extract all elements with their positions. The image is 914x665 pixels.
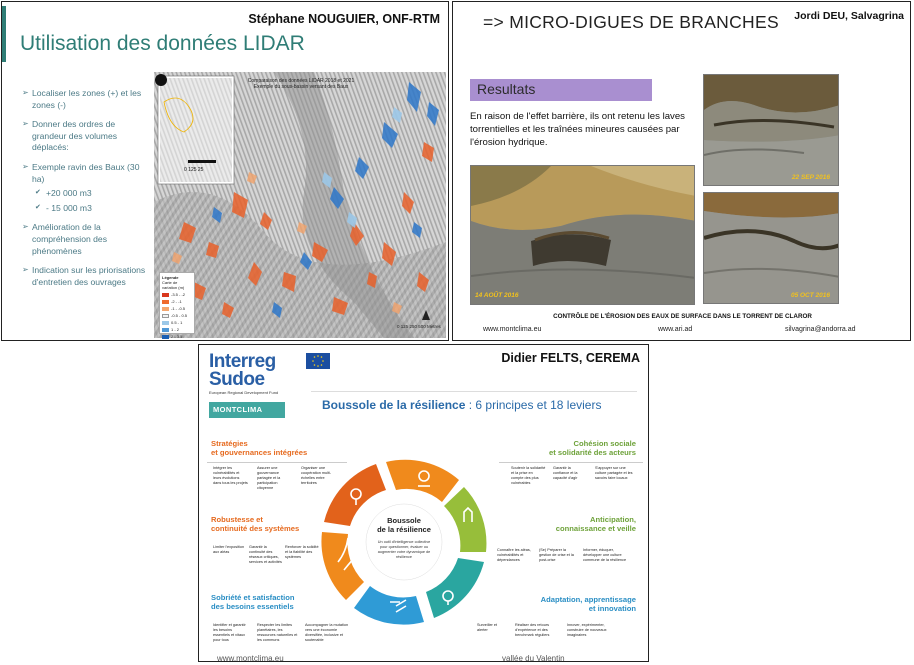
landscape-photo (471, 166, 695, 305)
landscape-photo (704, 193, 839, 304)
legend-item: -1 - -0.5 (162, 306, 192, 311)
category-adaptation: Adaptation, apprentissage et innovation (540, 595, 636, 614)
slide-author: Didier FELTS, CEREMA (501, 351, 640, 365)
segment-adaptation (426, 558, 484, 618)
legend-item: -3.5 - -2 (162, 292, 192, 297)
lever-text: Garantir la confiance et la capacité d'agir (553, 466, 578, 480)
sub-bullet-item: ✔ - 15 000 m3 (22, 203, 150, 215)
sudoe-logo: Sudoe (209, 369, 265, 390)
legend-item: -0.5 - 0.5 (162, 313, 192, 318)
inset-scale: 0 125 25 (184, 167, 204, 173)
lever-text: Organiser une coopération multi-échelles entre territoires (301, 466, 332, 485)
lever-text: Identifier et garantir les besoins essentiels et vitaux pour tous (213, 623, 246, 642)
legend-subtitle: Carte de variation (m) (162, 280, 185, 290)
segment-anticipation (444, 487, 486, 552)
slide-lidar (1, 1, 449, 341)
lidar-difference-map (154, 72, 446, 338)
accent-bar (2, 6, 6, 62)
lever-text: Informer, éduquer, développer une culture commune de la résilience (583, 548, 627, 562)
lever-text: Limiter l'exposition aux aléas (213, 545, 245, 554)
lever-text: Réaliser des retours d'expérience et des benchmark réguliers (515, 623, 550, 637)
photo-sep-2016 (703, 74, 839, 186)
photo-aug-2016 (470, 165, 695, 305)
interreg-logo: Interreg (209, 351, 276, 372)
category-anticipation: Anticipation, connaissance et veille (555, 515, 636, 534)
montclima-badge: MONTCLIMA (209, 402, 285, 418)
photo-caption: CONTRÔLE DE L'ÉROSION DES EAUX DE SURFACE DANS LE TORRENT DE CLAROR (553, 313, 812, 320)
logo-subtitle: European Regional Development Fund (209, 390, 279, 395)
photo-date: 14 AOÛT 2016 (475, 292, 519, 299)
segment-sobriete (354, 586, 424, 625)
legend-item: 1 - 2 (162, 327, 192, 332)
results-text: En raison de l'effet barrière, ils ont retenu les laves torrentielles et les traînées mineures causées par l'érosion hydrique. (470, 111, 685, 149)
legend-item: 2 - 3.5 (162, 334, 192, 339)
slide-author: Stéphane NOUGUIER, ONF-RTM (248, 12, 440, 26)
lever-text: Renforcer la solidité et la fiabilité des systèmes (285, 545, 319, 559)
photo-oct-2016 (703, 192, 839, 304)
lever-text: Connaître les aléas, vulnérabilités et dépendances (497, 548, 531, 562)
lever-text: Garantir la continuité des réseaux critiques, services et activités (249, 545, 282, 564)
slide-micro-digues (452, 1, 911, 341)
lever-text: Intégrer les vulnérabilités et leurs évolutions dans tous les projets (213, 466, 248, 485)
slide-author: Jordi DEU, Salvagrina (794, 10, 904, 22)
slide-title: => MICRO-DIGUES DE BRANCHES (483, 12, 779, 32)
compass-center-subtitle: Un outil d'intelligence collective pour questionner, évaluer ou augmenter votre dynamique de résilience (377, 540, 431, 559)
bullet-item: ➢ Indication sur les priorisations d'entretien des ouvrages (22, 265, 150, 288)
category-strategies: Stratégies et gouvernances intégrées (211, 439, 308, 458)
map-legend (159, 272, 195, 339)
sub-bullet-item: ✔ +20 000 m3 (22, 188, 150, 200)
bullet-list (22, 88, 150, 296)
photo-date: 05 OCT 2016 (790, 292, 830, 299)
lever-text: Accompagner la mutation vers une économie diversifiée, inclusive et soutenable (305, 623, 349, 642)
divider (499, 462, 643, 463)
lever-text: Respecter les limites planétaires, les ressources naturelles et les communs (257, 623, 298, 642)
compass-center-title: Boussole de la résilience (377, 516, 431, 534)
category-robustesse: Robustesse et continuité des systèmes (211, 515, 300, 534)
legend-title: Légende (162, 275, 179, 280)
photo-date: 22 SEP 2016 (791, 174, 830, 181)
results-box: Resultats (470, 79, 652, 101)
slide-headline: Boussole de la résilience : 6 principes et 18 leviers (322, 398, 602, 412)
segment-robustesse (321, 532, 364, 600)
footer-link[interactable]: www.ari.ad (658, 326, 693, 333)
lever-text: Assurer une gouvernance partagée et la participation citoyenne (257, 466, 281, 490)
map-scale: 0 125 250 500 Mètres (397, 324, 441, 329)
legend-item: -2 - -1 (162, 299, 192, 304)
category-sobriete: Sobriété et satisfaction des besoins essentiels (211, 593, 295, 612)
slide-boussole (198, 344, 649, 662)
eu-flag-icon (306, 353, 330, 369)
lever-text: Innover, expérimenter, construire de nouveaux imaginaires (567, 623, 607, 637)
bullet-item: ➢ Amélioration de la compréhension des phénomènes (22, 222, 150, 257)
slide-title: Utilisation des données LIDAR (20, 32, 305, 55)
lever-text: (Se) Préparer la gestion de crise et la post-crise (539, 548, 574, 562)
landscape-photo (704, 75, 839, 186)
lever-text: Soutenir la solidarité et la prise en compte des plus vulnérables (511, 466, 546, 485)
lever-text: S'appuyer sur une culture partagée et les savoirs faire locaux (595, 466, 633, 480)
footer-link[interactable]: www.montclima.eu (483, 326, 542, 333)
map-caption: Comparaison des données LIDAR 2018 et 2021 Exemple du sous-bassin versant des Baux (247, 78, 355, 91)
legend-item: 0.5 - 1 (162, 320, 192, 325)
bullet-item: ➢ Localiser les zones (+) et les zones (-) (22, 88, 150, 111)
footer-email[interactable]: silvagrina@andorra.ad (785, 326, 856, 333)
bullet-item: ➢ Donner des ordres de grandeur des volumes déplacés: (22, 119, 150, 154)
footer-link[interactable]: www.montclima.eu (217, 654, 284, 662)
category-cohesion: Cohésion sociale et solidarité des acteurs (549, 439, 636, 458)
footer-location: vallée du Valentin (502, 654, 565, 662)
bullet-item: ➢ Exemple ravin des Baux (30 ha) (22, 162, 150, 185)
header-divider (311, 391, 637, 392)
lever-text: Surveiller et alerter (477, 623, 498, 632)
